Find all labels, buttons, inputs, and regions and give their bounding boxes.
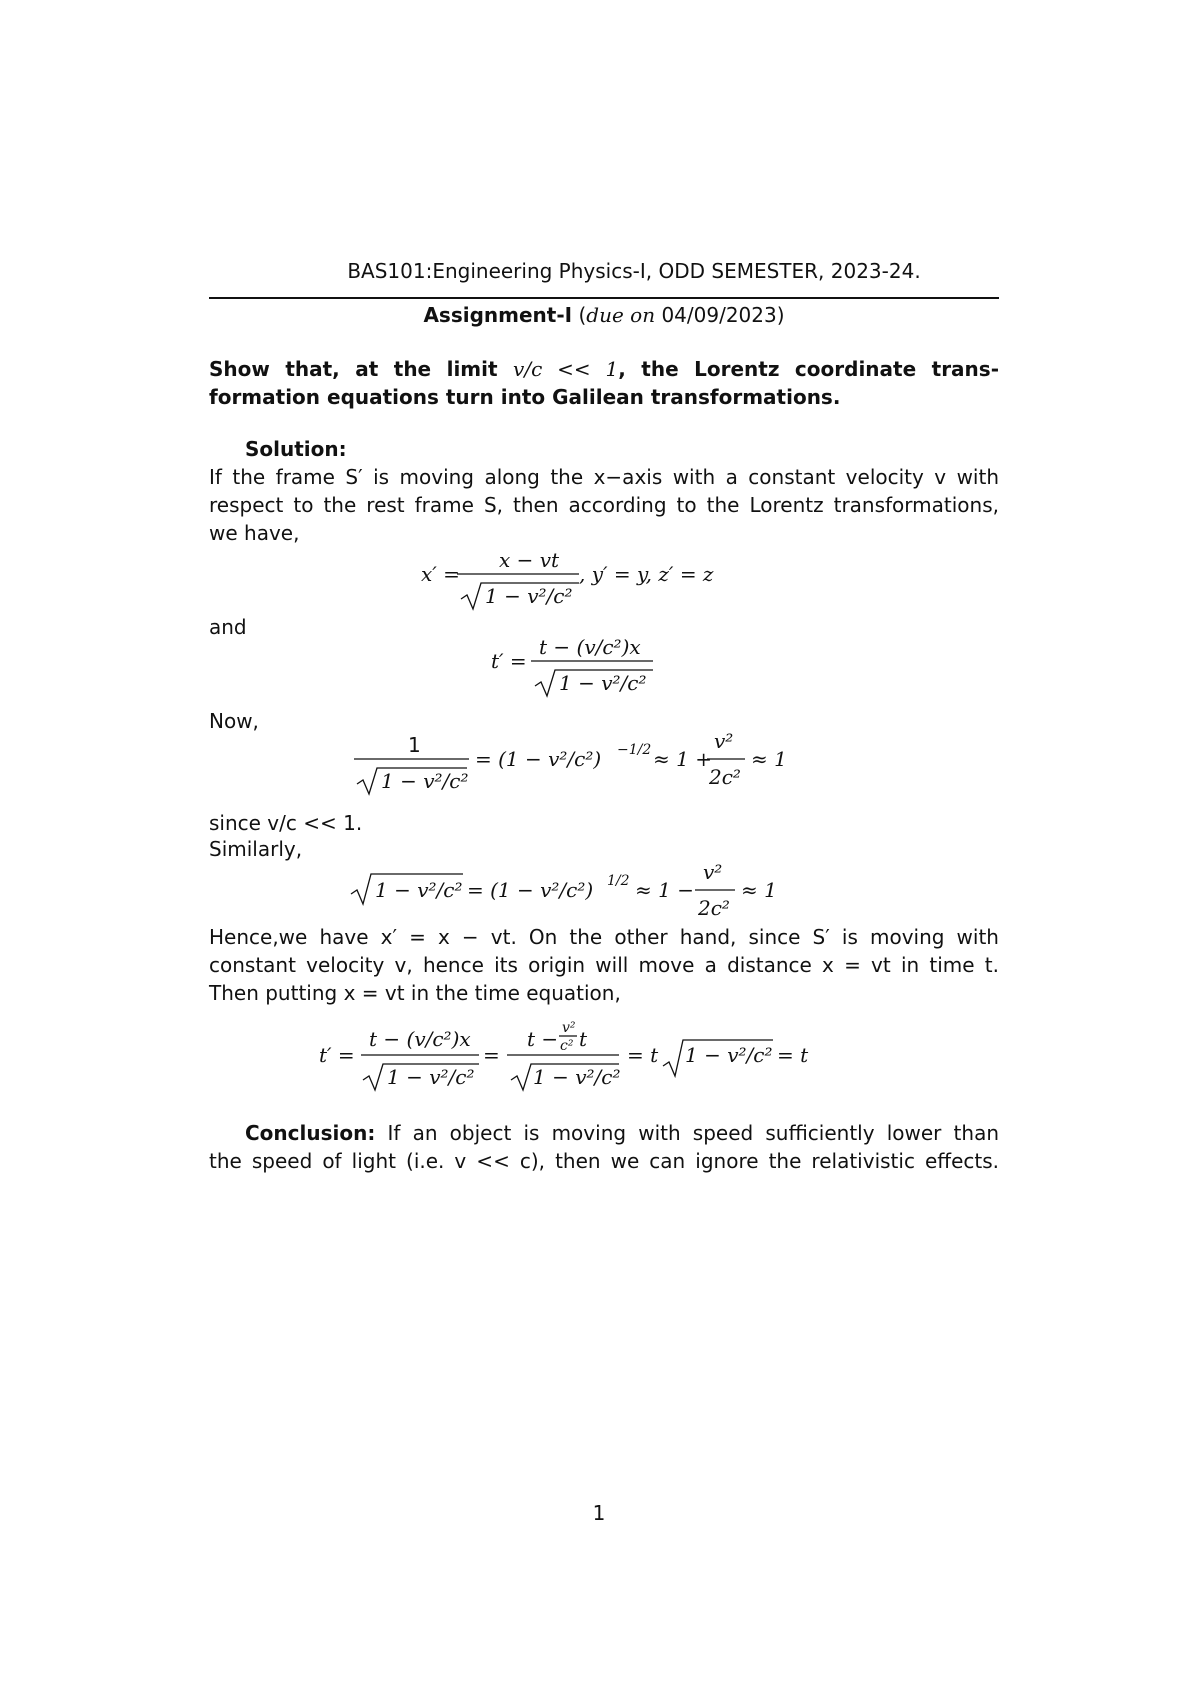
- eq5-num2-frac-den: c²: [560, 1038, 574, 1054]
- eq3-numerator: 1: [408, 733, 421, 757]
- conclusion-line-2: the speed of light (i.e. v << c), then we can ignore the relativistic effects.: [209, 1149, 999, 1173]
- eq5-lhs: t′ =: [319, 1043, 355, 1067]
- eq4-frac-num: v²: [703, 860, 723, 884]
- solution-p2-line-3: Then putting x = vt in the time equation,: [209, 981, 621, 1005]
- eq5-num1: t − (v/c²)x: [369, 1027, 471, 1051]
- eq5-mid: = t: [627, 1043, 659, 1067]
- page-number: 1: [592, 1501, 606, 1525]
- question-text-b: , the Lorentz coordinate trans-: [618, 357, 999, 381]
- solution-heading: Solution:: [245, 437, 347, 461]
- eq1-lhs: x′ =: [421, 562, 460, 586]
- eq5-num2-a: t −: [527, 1027, 559, 1051]
- eq3-middle: = (1 − v²/c²): [475, 747, 602, 771]
- eq4-frac-den: 2c²: [698, 896, 730, 920]
- question-line-2: formation equations turn into Galilean transformations.: [209, 385, 841, 409]
- eq5-radicand: 1 − v²/c²: [685, 1043, 773, 1067]
- conclusion-label: Conclusion:: [245, 1121, 376, 1145]
- eq3-frac-num: v²: [714, 729, 734, 753]
- eq3-frac-den: 2c²: [709, 765, 741, 789]
- due-date: 04/09/2023): [661, 303, 785, 327]
- due-open: (: [578, 303, 587, 327]
- eq3-end: ≈ 1: [751, 747, 787, 771]
- eq5-den2: 1 − v²/c²: [533, 1065, 621, 1089]
- eq3-exponent: −1/2: [617, 742, 652, 758]
- course-title: BAS101:Engineering Physics-I, ODD SEMESTER, 2023-24.: [347, 259, 921, 283]
- eq2-numerator: t − (v/c²)x: [539, 635, 641, 659]
- eq4-end: ≈ 1: [741, 878, 777, 902]
- eq2-denominator: 1 − v²/c²: [559, 671, 647, 695]
- header-rule: [209, 297, 999, 299]
- equation-time-galilean: [209, 1010, 999, 1100]
- conclusion-text-1: If an object is moving with speed sufficiently lower than: [375, 1121, 999, 1145]
- equation-lorentz-t: [209, 628, 999, 698]
- eq1-denominator: 1 − v²/c²: [485, 584, 573, 608]
- now-label: Now,: [209, 709, 259, 733]
- equation-gamma-approx: [209, 726, 999, 796]
- eq1-rest: , y′ = y, z′ = z: [579, 562, 714, 586]
- eq1-numerator: x − vt: [499, 548, 560, 572]
- solution-p1-line-3: we have,: [209, 521, 300, 545]
- eq3-denominator: 1 − v²/c²: [381, 769, 469, 793]
- eq5-num2-b: t: [579, 1027, 588, 1051]
- due-label: due on: [586, 303, 656, 327]
- solution-p2-line-1: Hence,we have x′ = x − vt. On the other hand, since S′ is moving with: [209, 925, 999, 949]
- eq5-end: = t: [777, 1043, 809, 1067]
- eq4-radicand: 1 − v²/c²: [375, 878, 463, 902]
- since-line: since v/c << 1.: [209, 811, 363, 835]
- eq4-approx: ≈ 1 −: [635, 878, 694, 902]
- eq3-approx: ≈ 1 +: [653, 747, 712, 771]
- question-line-1: [209, 356, 999, 382]
- and-label: and: [209, 615, 247, 639]
- conclusion-line-1: [245, 1120, 999, 1146]
- question-text-a: Show that, at the limit: [209, 357, 498, 381]
- eq4-middle: = (1 − v²/c²): [467, 878, 594, 902]
- equation-lorentz-x: [209, 539, 999, 609]
- equation-sqrt-approx: [209, 852, 999, 922]
- similarly-label: Similarly,: [209, 837, 303, 861]
- eq2-lhs: t′ =: [491, 649, 527, 673]
- question-math: v/c << 1: [513, 357, 619, 381]
- solution-p1-line-2: respect to the rest frame S, then according to the Lorentz transformations,: [209, 493, 999, 517]
- solution-p2-line-2: constant velocity v, hence its origin will move a distance x = vt in time t.: [209, 953, 999, 977]
- assignment-heading: [209, 302, 999, 328]
- eq4-exponent: 1/2: [607, 873, 630, 889]
- eq5-num2-frac-num: v²: [562, 1020, 576, 1036]
- solution-p1-line-1: If the frame S′ is moving along the x−axis with a constant velocity v with: [209, 465, 999, 489]
- assignment-title: Assignment-I: [423, 303, 573, 327]
- eq5-eq: =: [483, 1043, 500, 1067]
- eq5-den1: 1 − v²/c²: [387, 1065, 475, 1089]
